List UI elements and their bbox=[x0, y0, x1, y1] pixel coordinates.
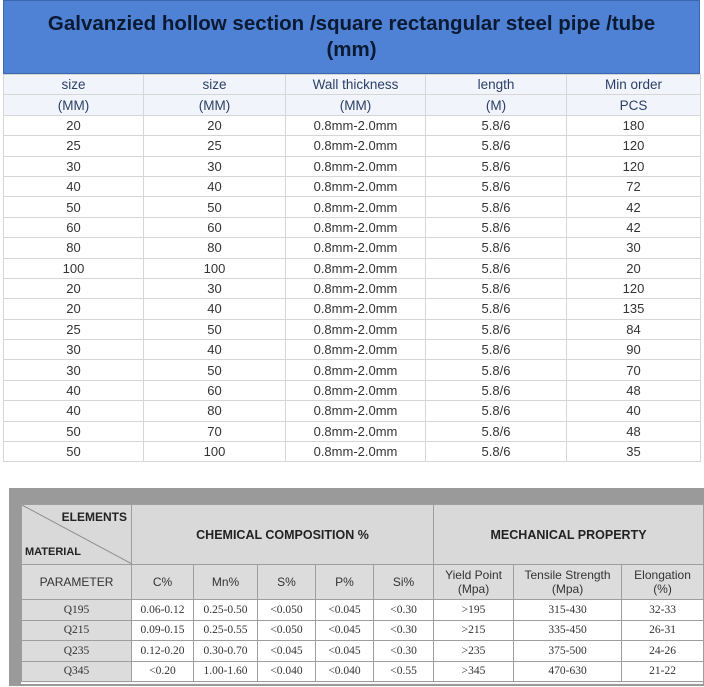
cell-min-order: 120 bbox=[567, 278, 701, 298]
cell-length: 5.8/6 bbox=[426, 380, 567, 400]
property-cell: 0.06-0.12 bbox=[132, 600, 194, 621]
table-row bbox=[4, 401, 701, 421]
property-cell: 0.12-0.20 bbox=[132, 641, 194, 662]
cell-min-order: 48 bbox=[567, 421, 701, 441]
cell-size-a: 20 bbox=[4, 115, 144, 135]
property-cell: 21-22 bbox=[622, 661, 704, 682]
property-cell: <0.040 bbox=[258, 661, 316, 682]
property-cell: >235 bbox=[434, 641, 514, 662]
mech-col-title: Tensile Strength bbox=[524, 568, 611, 582]
cell-size-a: 60 bbox=[4, 217, 144, 237]
spec-header-wall-thickness: (MM) bbox=[286, 95, 426, 115]
spec-header-length: length bbox=[426, 75, 567, 95]
cell-min-order: 20 bbox=[567, 258, 701, 278]
cell-size-b: 80 bbox=[144, 401, 286, 421]
cell-wall-thickness: 0.8mm-2.0mm bbox=[286, 360, 426, 380]
spec-header-row bbox=[4, 95, 701, 115]
property-cell: 315-430 bbox=[514, 600, 622, 621]
elements-label: ELEMENTS bbox=[61, 510, 127, 524]
cell-wall-thickness: 0.8mm-2.0mm bbox=[286, 197, 426, 217]
table-row bbox=[4, 156, 701, 176]
chem-col-header: Mn% bbox=[194, 565, 258, 600]
parameter-row bbox=[22, 565, 704, 600]
property-cell: <0.20 bbox=[132, 661, 194, 682]
property-cell: 1.00-1.60 bbox=[194, 661, 258, 682]
cell-min-order: 135 bbox=[567, 299, 701, 319]
spec-header-min-order: Min order bbox=[567, 75, 701, 95]
cell-size-a: 30 bbox=[4, 360, 144, 380]
cell-size-b: 80 bbox=[144, 238, 286, 258]
property-cell: <0.045 bbox=[258, 641, 316, 662]
mech-col-header bbox=[514, 565, 622, 600]
cell-size-b: 70 bbox=[144, 421, 286, 441]
cell-wall-thickness: 0.8mm-2.0mm bbox=[286, 176, 426, 196]
spec-header-length: (M) bbox=[426, 95, 567, 115]
property-cell: >215 bbox=[434, 620, 514, 641]
cell-length: 5.8/6 bbox=[426, 299, 567, 319]
spec-header-size-b: size bbox=[144, 75, 286, 95]
cell-length: 5.8/6 bbox=[426, 156, 567, 176]
property-cell: <0.050 bbox=[258, 600, 316, 621]
cell-min-order: 90 bbox=[567, 340, 701, 360]
property-cell: <0.045 bbox=[316, 620, 374, 641]
property-table bbox=[21, 504, 704, 682]
cell-size-a: 50 bbox=[4, 197, 144, 217]
table-row bbox=[4, 115, 701, 135]
cell-wall-thickness: 0.8mm-2.0mm bbox=[286, 340, 426, 360]
spec-header-row bbox=[4, 75, 701, 95]
property-cell: >345 bbox=[434, 661, 514, 682]
material-grade: Q195 bbox=[22, 600, 132, 621]
cell-size-a: 40 bbox=[4, 380, 144, 400]
spec-header-size-a: size bbox=[4, 75, 144, 95]
cell-min-order: 120 bbox=[567, 156, 701, 176]
cell-size-b: 50 bbox=[144, 319, 286, 339]
cell-length: 5.8/6 bbox=[426, 278, 567, 298]
table-row bbox=[4, 176, 701, 196]
spec-header-size-b: (MM) bbox=[144, 95, 286, 115]
property-cell: 26-31 bbox=[622, 620, 704, 641]
chemical-composition-header: CHEMICAL COMPOSITION % bbox=[132, 505, 434, 565]
mech-col-header bbox=[622, 565, 704, 600]
mech-col-title: Yield Point bbox=[445, 568, 502, 582]
cell-wall-thickness: 0.8mm-2.0mm bbox=[286, 380, 426, 400]
table-row bbox=[4, 380, 701, 400]
cell-wall-thickness: 0.8mm-2.0mm bbox=[286, 258, 426, 278]
spec-section bbox=[3, 0, 700, 462]
cell-length: 5.8/6 bbox=[426, 115, 567, 135]
property-cell: <0.045 bbox=[316, 600, 374, 621]
table-row bbox=[22, 641, 704, 662]
mech-col-unit: (Mpa) bbox=[551, 582, 584, 596]
spec-header-min-order: PCS bbox=[567, 95, 701, 115]
chem-col-header: S% bbox=[258, 565, 316, 600]
table-row bbox=[22, 620, 704, 641]
table-row bbox=[4, 258, 701, 278]
cell-size-a: 30 bbox=[4, 340, 144, 360]
table-row bbox=[4, 421, 701, 441]
chem-col-header: C% bbox=[132, 565, 194, 600]
table-row bbox=[4, 360, 701, 380]
property-cell: 24-26 bbox=[622, 641, 704, 662]
cell-size-b: 25 bbox=[144, 136, 286, 156]
cell-size-b: 100 bbox=[144, 258, 286, 278]
cell-size-b: 50 bbox=[144, 197, 286, 217]
property-cell: 470-630 bbox=[514, 661, 622, 682]
cell-length: 5.8/6 bbox=[426, 258, 567, 278]
table-row bbox=[22, 661, 704, 682]
cell-length: 5.8/6 bbox=[426, 340, 567, 360]
cell-size-b: 40 bbox=[144, 340, 286, 360]
cell-wall-thickness: 0.8mm-2.0mm bbox=[286, 319, 426, 339]
cell-wall-thickness: 0.8mm-2.0mm bbox=[286, 217, 426, 237]
cell-min-order: 70 bbox=[567, 360, 701, 380]
property-cell: <0.045 bbox=[316, 641, 374, 662]
cell-size-a: 50 bbox=[4, 442, 144, 462]
mech-col-title: Elongation bbox=[634, 568, 691, 582]
cell-size-b: 40 bbox=[144, 176, 286, 196]
cell-wall-thickness: 0.8mm-2.0mm bbox=[286, 115, 426, 135]
cell-wall-thickness: 0.8mm-2.0mm bbox=[286, 421, 426, 441]
cell-size-a: 50 bbox=[4, 421, 144, 441]
cell-size-b: 100 bbox=[144, 442, 286, 462]
cell-size-a: 40 bbox=[4, 176, 144, 196]
cell-length: 5.8/6 bbox=[426, 360, 567, 380]
cell-size-b: 20 bbox=[144, 115, 286, 135]
cell-min-order: 42 bbox=[567, 197, 701, 217]
property-cell: 335-450 bbox=[514, 620, 622, 641]
cell-length: 5.8/6 bbox=[426, 238, 567, 258]
cell-length: 5.8/6 bbox=[426, 319, 567, 339]
elements-material-corner bbox=[22, 505, 132, 565]
table-row bbox=[22, 600, 704, 621]
cell-min-order: 180 bbox=[567, 115, 701, 135]
cell-size-b: 40 bbox=[144, 299, 286, 319]
mech-col-header bbox=[434, 565, 514, 600]
cell-size-b: 30 bbox=[144, 156, 286, 176]
cell-wall-thickness: 0.8mm-2.0mm bbox=[286, 156, 426, 176]
table-row bbox=[4, 136, 701, 156]
cell-wall-thickness: 0.8mm-2.0mm bbox=[286, 278, 426, 298]
cell-size-a: 25 bbox=[4, 136, 144, 156]
material-grade: Q345 bbox=[22, 661, 132, 682]
table-row bbox=[4, 442, 701, 462]
cell-size-a: 80 bbox=[4, 238, 144, 258]
cell-size-b: 30 bbox=[144, 278, 286, 298]
page-title: Galvanzied hollow section /square rectangular steel pipe /tube (mm) bbox=[47, 12, 656, 61]
table-row bbox=[4, 278, 701, 298]
material-grade: Q215 bbox=[22, 620, 132, 641]
material-label: MATERIAL bbox=[25, 546, 82, 558]
property-section bbox=[9, 488, 704, 686]
property-panel bbox=[21, 504, 703, 684]
cell-wall-thickness: 0.8mm-2.0mm bbox=[286, 401, 426, 421]
property-cell: 0.30-0.70 bbox=[194, 641, 258, 662]
cell-size-b: 50 bbox=[144, 360, 286, 380]
cell-size-a: 40 bbox=[4, 401, 144, 421]
cell-min-order: 42 bbox=[567, 217, 701, 237]
cell-size-a: 100 bbox=[4, 258, 144, 278]
cell-min-order: 35 bbox=[567, 442, 701, 462]
mechanical-property-header: MECHANICAL PROPERTY bbox=[434, 505, 704, 565]
table-row bbox=[4, 217, 701, 237]
cell-length: 5.8/6 bbox=[426, 197, 567, 217]
chem-col-header: P% bbox=[316, 565, 374, 600]
cell-min-order: 120 bbox=[567, 136, 701, 156]
property-cell: 0.25-0.55 bbox=[194, 620, 258, 641]
cell-size-a: 30 bbox=[4, 156, 144, 176]
cell-wall-thickness: 0.8mm-2.0mm bbox=[286, 238, 426, 258]
chem-col-header: Si% bbox=[374, 565, 434, 600]
property-cell: <0.040 bbox=[316, 661, 374, 682]
cell-min-order: 84 bbox=[567, 319, 701, 339]
cell-size-a: 20 bbox=[4, 299, 144, 319]
parameter-label: PARAMETER bbox=[22, 565, 132, 600]
cell-length: 5.8/6 bbox=[426, 401, 567, 421]
table-row bbox=[4, 197, 701, 217]
cell-min-order: 30 bbox=[567, 238, 701, 258]
cell-length: 5.8/6 bbox=[426, 442, 567, 462]
cell-wall-thickness: 0.8mm-2.0mm bbox=[286, 442, 426, 462]
cell-min-order: 72 bbox=[567, 176, 701, 196]
cell-length: 5.8/6 bbox=[426, 421, 567, 441]
property-cell: <0.30 bbox=[374, 620, 434, 641]
property-cell: <0.30 bbox=[374, 641, 434, 662]
mech-col-unit: (%) bbox=[653, 582, 672, 596]
cell-length: 5.8/6 bbox=[426, 136, 567, 156]
property-cell: <0.55 bbox=[374, 661, 434, 682]
cell-length: 5.8/6 bbox=[426, 176, 567, 196]
table-row bbox=[4, 319, 701, 339]
property-cell: >195 bbox=[434, 600, 514, 621]
cell-wall-thickness: 0.8mm-2.0mm bbox=[286, 299, 426, 319]
spec-header-wall-thickness: Wall thickness bbox=[286, 75, 426, 95]
property-cell: 0.09-0.15 bbox=[132, 620, 194, 641]
cell-size-a: 25 bbox=[4, 319, 144, 339]
cell-size-a: 20 bbox=[4, 278, 144, 298]
cell-wall-thickness: 0.8mm-2.0mm bbox=[286, 136, 426, 156]
property-cell: 375-500 bbox=[514, 641, 622, 662]
table-row bbox=[4, 238, 701, 258]
property-cell: <0.050 bbox=[258, 620, 316, 641]
property-cell: 32-33 bbox=[622, 600, 704, 621]
property-cell: 0.25-0.50 bbox=[194, 600, 258, 621]
cell-size-b: 60 bbox=[144, 217, 286, 237]
title-banner bbox=[3, 0, 700, 74]
material-grade: Q235 bbox=[22, 641, 132, 662]
table-row bbox=[4, 340, 701, 360]
spec-header-size-a: (MM) bbox=[4, 95, 144, 115]
cell-size-b: 60 bbox=[144, 380, 286, 400]
spec-table bbox=[3, 74, 701, 462]
table-row bbox=[4, 299, 701, 319]
cell-min-order: 48 bbox=[567, 380, 701, 400]
cell-min-order: 40 bbox=[567, 401, 701, 421]
cell-length: 5.8/6 bbox=[426, 217, 567, 237]
mech-col-unit: (Mpa) bbox=[457, 582, 490, 596]
property-cell: <0.30 bbox=[374, 600, 434, 621]
